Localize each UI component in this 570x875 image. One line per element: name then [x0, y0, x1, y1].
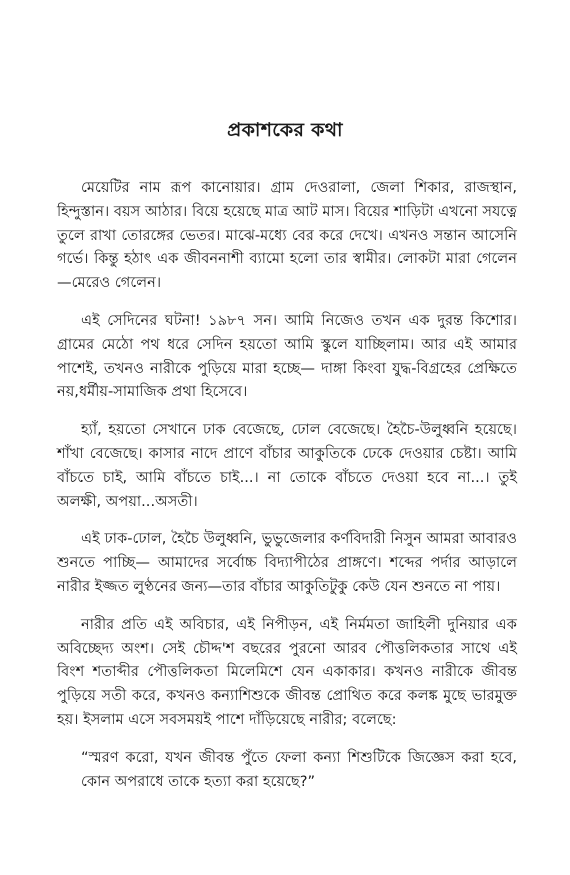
paragraph-2: এই সেদিনের ঘটনা! ১৯৮৭ সন। আমি নিজেও তখন এক দুরন্ত কিশোর। গ্রামের মেঠো পথ ধরে সেদিন হয়তো আমি স্কুলে যাচ্ছিলাম। আর এই আমার পাশেই, তখনও নারীকে পুড়িয়ে মারা হচ্ছে— দাঙ্গা কিংবা যুদ্ধ-বিগ্রহের প্রেক্ষিতে নয়,ধর্মীয়-সামাজিক প্রথা হিসেবে।	[57, 311, 517, 401]
page-body	[57, 176, 517, 807]
paragraph-1: মেয়েটির নাম রূপ কানোয়ার। গ্রাম দেওরালা, জেলা শিকার, রাজস্থান, হিন্দুস্তান। বয়স আঠার। বিয়ে হয়েছে মাত্র আট মাস। বিয়ের শাড়িটা এখনো সযত্নে তুলে রাখা তোরঙ্গের ভেতর। মাঝে-মধ্যে বের করে দেখে। এখনও সন্তান আসেনি গর্ভে। কিন্তু হঠাৎ এক জীবননাশী ব্যামো হলো তার স্বামীর। লোকটা মারা গেলেন—মেরেও গেলেন।	[57, 179, 517, 292]
page-title: প্রকাশকের কথা	[227, 119, 343, 141]
paragraph-5: নারীর প্রতি এই অবিচার, এই নিপীড়ন, এই নির্মমতা জাহিলী দুনিয়ার এক অবিচ্ছেদ্য অংশ। সেই চৌদ্দ'শ বছরের পুরনো আরব পৌত্তলিকতার সাথে এই বিংশ শতাব্দীর পৌত্তলিকতা মিলেমিশে যেন একাকার। কখনও নারীকে জীবন্ত পুড়িয়ে সতী করে, কখনও কন্যাশিশুকে জীবন্ত প্রোথিত করে কলঙ্ক মুছে ভারমুক্ত হয়। ইসলাম এসে সবসময়ই পাশে দাঁড়িয়েছে নারীর; বলেছে:	[57, 615, 517, 728]
quran-quote: “স্মরণ করো, যখন জীবন্ত পুঁতে ফেলা কন্যা শিশুটিকে জিজ্ঞেস করা হবে, কোন অপরাধে তাকে হত্যা করা হয়েছে?”	[81, 748, 517, 790]
paragraph-4: এই ঢাক-ঢোল, হৈচৈ উলুধ্বনি, ভুভুজেলার কর্ণবিদারী নিসুন আমরা আবারও শুনতে পাচ্ছি— আমাদের সর্বোচ্চ বিদ্যাপীঠের প্রাঙ্গণে। শব্দের পর্দার আড়ালে নারীর ইজ্জত লুণ্ঠনের জন্য—তার বাঁচার আকুতিটুকু কেউ যেন শুনতে না পায়।	[57, 530, 517, 595]
paragraph-3: হ্যাঁ, হয়তো সেখানে ঢাক বেজেছে, ঢোল বেজেছে। হৈচৈ-উলুধ্বনি হয়েছে। শাঁখা বেজেছে। কাসার নাদে প্রাণে বাঁচার আকুতিকে ঢেকে দেওয়ার চেষ্টা। আমি বাঁচতে চাই, আমি বাঁচতে চাই...। না তোকে বাঁচতে দেওয়া হবে না...। তুই অলক্ষী, অপয়া...অসতী।	[57, 421, 517, 510]
